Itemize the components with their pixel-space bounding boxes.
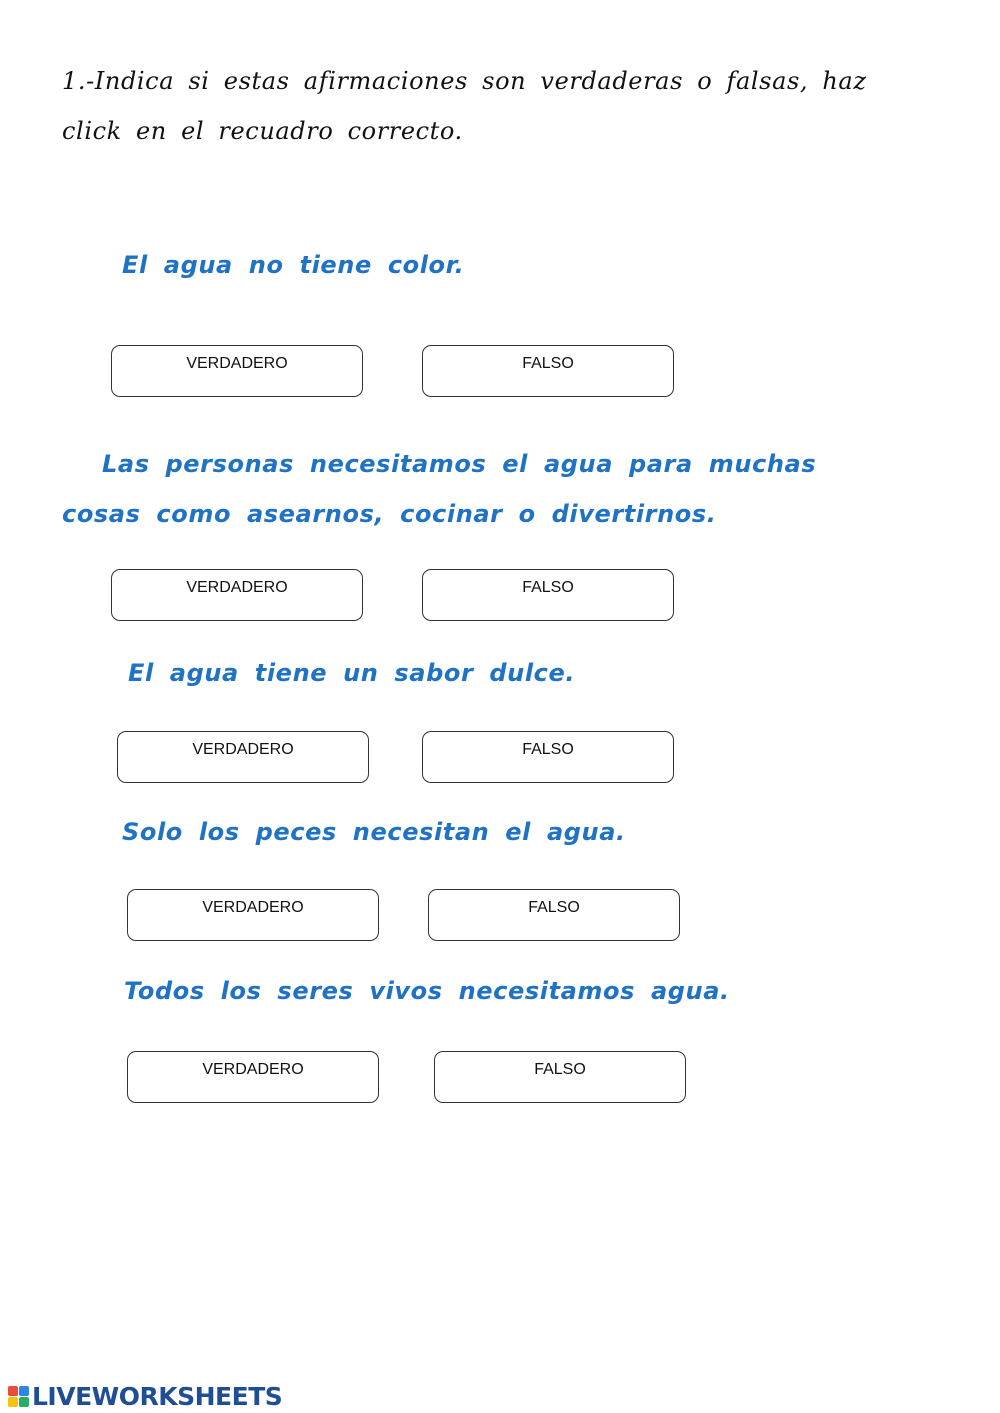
statement-5: Todos los seres vivos necesitamos agua.	[124, 977, 730, 1005]
q2-false-button[interactable]: FALSO	[422, 569, 674, 621]
logo-square-red	[8, 1386, 18, 1396]
instructions-text: 1.-Indica si estas afirmaciones son verdaderas o falsas, haz click en el recuadro correcto.	[62, 67, 867, 145]
q2-true-button[interactable]: VERDADERO	[111, 569, 363, 621]
q5-false-button[interactable]: FALSO	[434, 1051, 686, 1103]
q5-true-button[interactable]: VERDADERO	[127, 1051, 379, 1103]
statement-4: Solo los peces necesitan el agua.	[122, 818, 626, 846]
q1-true-button[interactable]: VERDADERO	[111, 345, 363, 397]
q4-false-button[interactable]: FALSO	[428, 889, 680, 941]
logo-text: LIVEWORKSHEETS	[32, 1381, 283, 1411]
logo-square-green	[19, 1397, 29, 1407]
logo-square-blue	[19, 1386, 29, 1396]
q3-true-button[interactable]: VERDADERO	[117, 731, 369, 783]
q3-false-button[interactable]: FALSO	[422, 731, 674, 783]
logo-square-yellow	[8, 1397, 18, 1407]
q4-true-button[interactable]: VERDADERO	[127, 889, 379, 941]
logo-squares-icon	[8, 1386, 29, 1407]
liveworksheets-logo[interactable]	[8, 1380, 282, 1412]
statement-3: El agua tiene un sabor dulce.	[128, 659, 576, 687]
statement-2: Las personas necesitamos el agua para muchas cosas como asearnos, cocinar o divertirnos.	[62, 450, 817, 528]
statement-1: El agua no tiene color.	[122, 251, 465, 279]
q1-false-button[interactable]: FALSO	[422, 345, 674, 397]
